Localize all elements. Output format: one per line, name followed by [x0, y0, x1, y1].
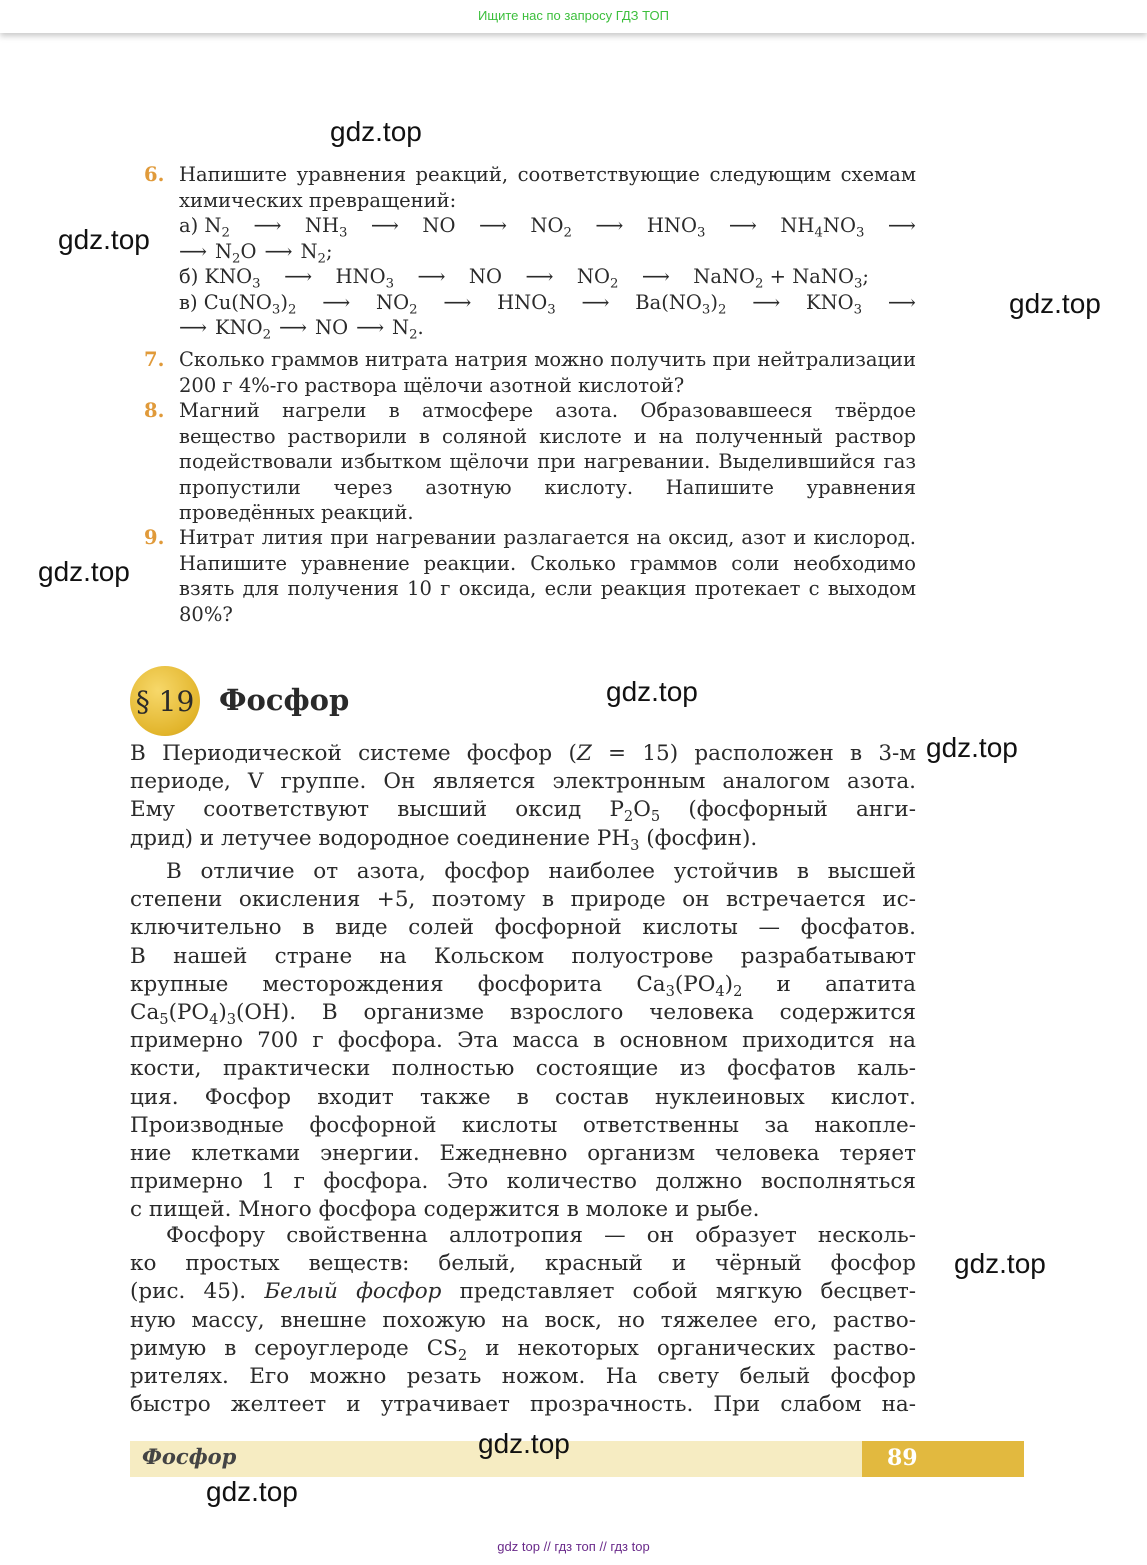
bottom-link-2[interactable]: гдз топ	[554, 1539, 596, 1554]
exercise-number: 7.	[144, 348, 165, 371]
paragraph-1: В Периодической системе фосфор (Z = 15) расположен в 3-м периоде, V группе. Он является электронным аналогом азота. Ему соответствуют высший оксид $P_2O_5$ (фосфорный анги- дрид) и летучее водородное соединение $PH_3$ (фосфин).	[130, 741, 916, 854]
watermark: gdz.top	[206, 1476, 298, 1507]
paragraph-2: В отличие от азота, фосфор наиболее устойчив в высшей степени окисления +5, поэтому в природе он встречается ис- ключительно в виде солей фосфорной кислоты — фосфатов. В нашей стране на Кольском полуострове разрабатывают крупные месторождения фосфорита $Ca_3(PO_4)_2$ и апатита $Ca_5(PO_4)_3(OH)$. В организме взрослого человека содержится примерно 700 г фосфора. Эта масса в основном приходится на кости, практически полностью состоящие из фосфатов каль- ция. Фосфор входит также в состав нуклеиновых кислот. Производные фосфорной кислоты ответственны за накопле- ние клетками энергии. Ежедневно организм человека теряет примерно 1 г фосфора. Это количество должно восполняться с пищей. Много фосфора содержится в молоке и рыбе.	[130, 859, 916, 1223]
top-banner[interactable]	[0, 0, 1147, 33]
watermark: gdz.top	[1009, 288, 1101, 319]
exercise-9	[144, 525, 916, 627]
footer-title: Фосфор	[142, 1444, 237, 1469]
exercise-6	[144, 162, 916, 341]
section-title: Фосфор	[219, 683, 350, 717]
watermark: gdz.top	[478, 1428, 570, 1459]
watermark: gdz.top	[926, 732, 1018, 763]
section-number: § 19	[135, 684, 195, 718]
separator: //	[543, 1539, 551, 1554]
scheme-b: б) $KNO_3$ ⟶ $HNO_3$ ⟶ NO ⟶ $NO_2$ ⟶ NaNO$_2$ + NaNO$_3$;	[179, 265, 869, 292]
exercise-text: Сколько граммов нитрата натрия можно получить при нейтрализации 200 г 4%-го раствора щёлочи азотной кислотой?	[179, 348, 916, 397]
watermark: gdz.top	[954, 1248, 1046, 1279]
page-number-box	[862, 1441, 1024, 1477]
watermark: gdz.top	[58, 224, 150, 255]
scheme-c-line2: ⟶ $KNO_2$ ⟶ NO ⟶ $N_2$.	[179, 316, 424, 343]
scheme-a-line2: ⟶ $N_2O$ ⟶ $N_2$;	[179, 239, 333, 267]
exercise-text: Напишите уравнения реакций, соответствующие следующим схемам химических превращений:	[179, 163, 916, 212]
watermark: gdz.top	[606, 676, 698, 707]
section-badge	[130, 666, 200, 736]
exercise-8	[144, 398, 916, 526]
paragraph-3: Фосфору свойственна аллотропия — он образует несколь- ко простых веществ: белый, красный и чёрный фосфор (рис. 45). Белый фосфор представляет собой мягкую бесцвет- ную массу, внешне похожую на воск, но тяжелее его, раство- римую в сероуглероде $CS_2$ и некоторых органических раство- рителях. Его можно резать ножом. На свету белый фосфор быстро желтеет и утрачивает прозрачность. При слабом на-	[130, 1223, 916, 1418]
exercise-7	[144, 347, 916, 398]
scheme-a-line1: а) $N_2$ ⟶ $NH_3$ ⟶ NO ⟶ $NO_2$ ⟶ $HNO_3$ ⟶ $NH_4NO_3$ ⟶	[179, 214, 916, 241]
watermark: gdz.top	[38, 556, 130, 587]
bottom-links	[0, 1539, 1147, 1554]
exercise-number: 6.	[144, 163, 165, 186]
exercise-number: 9.	[144, 526, 165, 549]
bottom-link-1[interactable]: gdz top	[497, 1539, 540, 1554]
scheme-c-line1: в) $Cu(NO_3)_2$ ⟶ $NO_2$ ⟶ $HNO_3$ ⟶ $Ba(NO_3)_2$ ⟶ $KNO_3$ ⟶	[179, 290, 916, 318]
exercise-text: Нитрат лития при нагревании разлагается на оксид, азот и кислород. Напишите уравнение реакции. Сколько граммов соли необходимо взять для получения 10 г оксида, если реакция протекает с выходом 80%?	[179, 526, 916, 626]
exercise-number: 8.	[144, 399, 165, 422]
page-number: 89	[887, 1445, 918, 1471]
bottom-link-3[interactable]: гдз top	[610, 1539, 650, 1554]
separator: //	[599, 1539, 607, 1554]
exercise-text: Магний нагрели в атмосфере азота. Образовавшееся твёрдое вещество растворили в соляной кислоте и на полученный раствор подействовали избытком щёлочи при нагревании. Выделившийся газ пропустили через азотную кислоту. Напишите уравнения проведённых реакций.	[179, 399, 916, 524]
watermark: gdz.top	[330, 116, 422, 147]
banner-text[interactable]: Ищите нас по запросу ГДЗ ТОП	[478, 8, 669, 23]
